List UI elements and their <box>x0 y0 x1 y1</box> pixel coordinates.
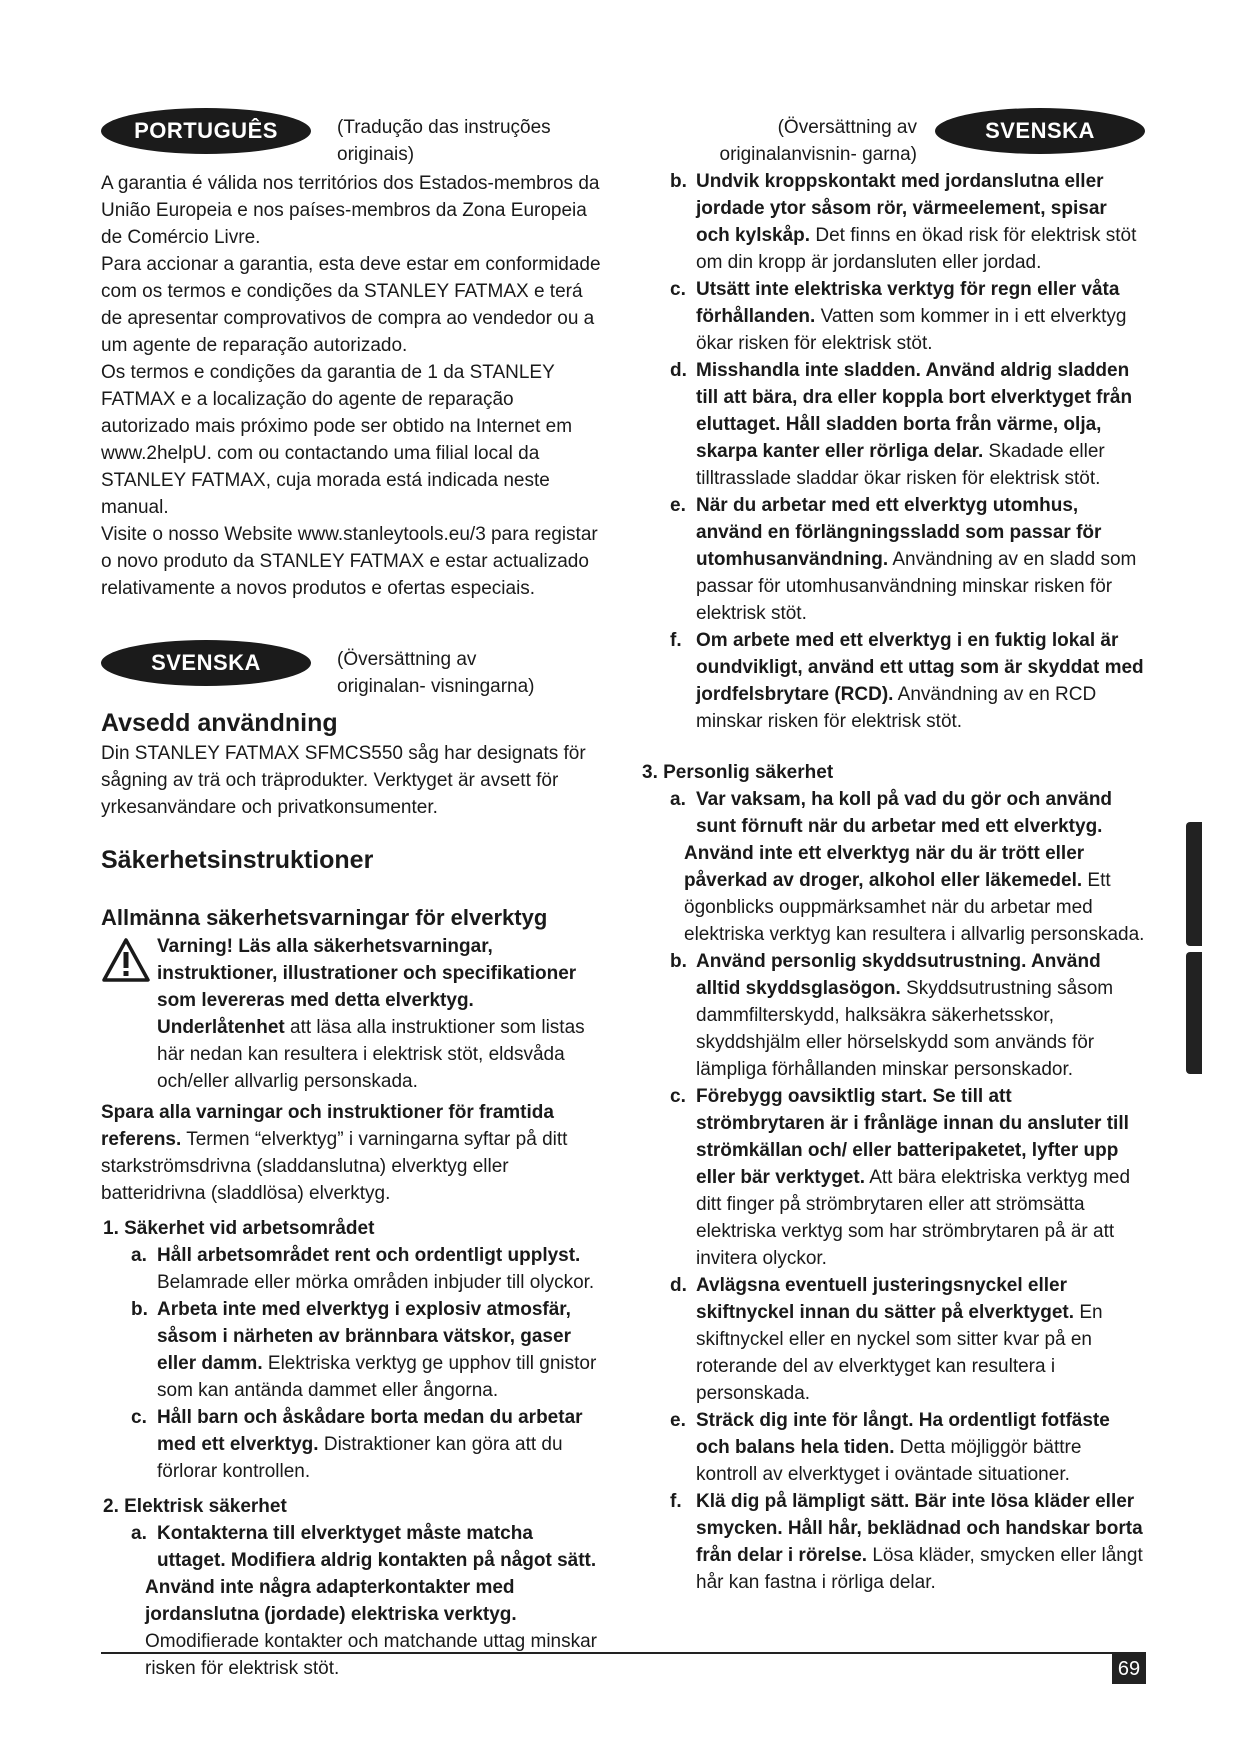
pt-paragraph: Para accionar a garantia, esta deve estar em conformidade com os termos e condições da STANLEY FATMAX e terá de apresentar comprovativos de compra ao vendedor ou a um agente de reparação autorizado. <box>101 254 601 356</box>
warning-bold-text: Varning! Läs alla säkerhetsvarningar, instruktioner, illustrationer och specifikationer som levereras med detta elverktyg. <box>157 936 577 1011</box>
list-item: f. Klä dig på lämpligt sätt. Bär inte lösa kläder eller smycken. Håll hår, beklädnad och handskar borta från delar i rörelse. Lösa kläder, smycken eller långt hår kan fastna i rörliga delar. <box>670 1491 1143 1593</box>
intended-use-text: Din STANLEY FATMAX SFMCS550 såg har designats för sågning av trä och träprodukter. Verktyget är avsett för yrkesanvändare och privatkonsumenter. <box>101 743 586 818</box>
list-item-continuation: Använd inte några adapterkontakter med jordanslutna (jordade) elektriska verktyg. Omodifierade kontakter och matchande uttag minskar risken för elektrisk stöt. <box>145 1577 598 1679</box>
intended-use-heading: Avsedd användning <box>101 709 338 737</box>
save-instructions-text: Termen “elverktyg” i varningarna syftar på ditt starkströmsdrivna (sladdanslutna) elverktyg eller batteridrivna (sladdlösa) elverktyg. <box>101 1129 568 1204</box>
swedish-translation-note: (Översättning av originalan- visningarna) <box>337 649 535 697</box>
swedish-language-badge: SVENSKA <box>101 640 311 686</box>
list-item: e. Sträck dig inte för långt. Ha ordentligt fotfäste och balans hela tiden. Detta möjliggör bättre kontroll av elverktyget i oväntade situationer. <box>670 1410 1110 1485</box>
list-item: d. Misshandla inte sladden. Använd aldrig sladden till att bära, dra eller koppla bort elverktyget från eluttaget. Håll sladden borta från värme, olja, skarpa kanter eller rörliga delar. Skadade eller tilltrasslade sladdar ökar risken för elektrisk stöt. <box>670 360 1133 489</box>
pt-paragraph: Visite o nosso Website www.stanleytools.eu/3 para registar o novo produto da STANLEY FATMAX e estar actualizado relativamente a novos produtos e ofertas especiais. <box>101 524 598 599</box>
list-item: f. Om arbete med ett elverktyg i en fuktig lokal är oundvikligt, använd ett uttag som är skyddat med jordfelsbrytare (RCD). Användning av en RCD minskar risken för elektrisk stöt. <box>670 630 1144 732</box>
list-item: c. Utsätt inte elektriska verktyg för regn eller våta förhållanden. Vatten som kommer in i ett elverktyg ökar risken för elektrisk stöt. <box>670 279 1127 354</box>
section-thumb-tab <box>1186 952 1202 1074</box>
list-item: d. Avlägsna eventuell justeringsnyckel eller skiftnyckel innan du sätter på elverktyget. En skiftnyckel eller en nyckel som sitter kvar på en roterande del av elverktyget kan resultera i personskada. <box>670 1275 1103 1404</box>
list-item: a. Kontakterna till elverktyget måste matcha uttaget. Modifiera aldrig kontakten på något sätt. <box>131 1523 597 1571</box>
portuguese-language-badge: PORTUGUÊS <box>101 108 311 154</box>
swedish-language-badge-right: SVENSKA <box>935 108 1145 154</box>
warning-block <box>101 933 606 1095</box>
right-column <box>640 108 1145 1596</box>
page-number: 69 <box>1112 1654 1146 1684</box>
swedish-header-right <box>640 108 1145 168</box>
portuguese-warranty-text <box>101 170 606 602</box>
list-item: b. Arbeta inte med elverktyg i explosiv atmosfär, såsom i närheten av brännbara vätskor, gaser eller damm. Elektriska verktyg ge upphov till gnistor som kan antända dammet eller ångorna. <box>131 1299 597 1401</box>
save-instructions-para <box>101 1099 606 1207</box>
electrical-safety-heading: 2. Elektrisk säkerhet <box>103 1496 287 1517</box>
swedish-translation-note-right: (Översättning av originalanvisnin- garna) <box>719 117 917 165</box>
save-instructions-bold: Spara alla varningar och instruktioner för framtida referens. <box>101 1102 554 1150</box>
list-item: b. Använd personlig skyddsutrustning. Använd alltid skyddsglasögon. Skyddsutrustning såsom dammfilterskydd, halksäkra säkerhetsskor, skyddshjälm eller hörselskydd som används för lämpliga förhållanden minskar personskador. <box>670 951 1114 1080</box>
warning-text: att läsa alla instruktioner som listas här nedan kan resultera i elektrisk stöt, eldsvåda och/eller allvarlig personskada. <box>157 1017 585 1092</box>
portuguese-translation-note: (Tradução das instruções originais) <box>337 117 551 165</box>
list-item: c. Håll barn och åskådare borta medan du arbetar med ett elverktyg. Distraktioner kan göra att du förlorar kontrollen. <box>131 1407 583 1482</box>
list-item: c. Förebygg oavsiktlig start. Se till att strömbrytaren är i frånläge innan du ansluter till strömkällan och/ eller batteripaketet, lyfter upp eller bär verktyget. Att bära elektriska verktyg med ditt finger på strömbrytaren eller att strömsätta elektriska verktyg som har strömbrytaren på är att invitera olyckor. <box>670 1086 1131 1269</box>
list-item-continuation: Använd inte ett elverktyg när du är trött eller påverkad av droger, alkohol eller läkemedel. Ett ögonblicks ouppmärksamhet när du arbetar med elektriska verktyg kan resultera i allvarlig personskada. <box>684 843 1145 945</box>
warning-triangle-icon <box>101 933 157 1095</box>
work-area-safety-heading: 1. Säkerhet vid arbetsområdet <box>103 1218 375 1239</box>
list-item: a. Var vaksam, ha koll på vad du gör och använd sunt förnuft när du arbetar med ett elverktyg. <box>670 789 1113 837</box>
list-item: e. När du arbetar med ett elverktyg utomhus, använd en förlängningssladd som passar för utomhusanvändning. Användning av en sladd som passar för utomhusanvändning minskar risken för elektrisk stöt. <box>670 495 1137 624</box>
safety-instructions-heading: Säkerhetsinstruktioner <box>101 846 374 874</box>
general-safety-warnings-heading: Allmänna säkerhetsvarningar för elverktyg <box>101 905 548 930</box>
warning-bold-text-2: Underlåtenhet <box>157 1017 285 1038</box>
list-item: b. Undvik kroppskontakt med jordanslutna eller jordade ytor såsom rör, värmeelement, spisar och kylskåp. Det finns en ökad risk för elektrisk stöt om din kropp är jordansluten eller jordad. <box>670 171 1137 273</box>
pt-paragraph: Os termos e condições da garantia de 1 da STANLEY FATMAX e a localização do agente de reparação autorizado mais próximo pode ser obtido na Internet em www.2helpU. com ou contactando uma filial local da STANLEY FATMAX, cuja morada está indicada neste manual. <box>101 362 573 518</box>
left-column <box>101 108 606 1682</box>
pt-paragraph: A garantia é válida nos territórios dos Estados-membros da União Europeia e nos países-membros da Zona Europeia de Comércio Livre. <box>101 173 600 248</box>
personal-safety-heading: 3. Personlig säkerhet <box>642 762 834 783</box>
portuguese-header <box>101 108 606 168</box>
footer-rule <box>101 1652 1146 1654</box>
list-item: a. Håll arbetsområdet rent och ordentligt upplyst. Belamrade eller mörka områden inbjuder till olyckor. <box>131 1245 595 1293</box>
section-thumb-tab <box>1186 822 1202 946</box>
swedish-header-left <box>101 640 606 700</box>
